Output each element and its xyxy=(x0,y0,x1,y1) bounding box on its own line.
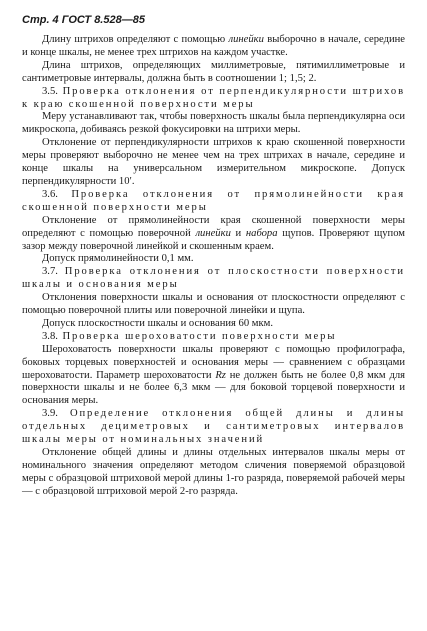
section-number: 3.8. xyxy=(42,330,58,342)
section-number: 3.9. xyxy=(42,408,58,420)
section-3-9-heading xyxy=(22,408,405,447)
text-run: Длину штрихов определяют с помощью xyxy=(42,34,229,45)
section-3-8-heading xyxy=(22,331,405,344)
section-3-5-heading xyxy=(22,86,405,112)
text-run-italic: линейки xyxy=(195,227,231,239)
paragraph-stroke-length xyxy=(22,34,405,60)
text-run: и xyxy=(230,227,246,239)
text-run-italic: набора xyxy=(245,227,278,239)
paragraph-straightness xyxy=(22,215,405,254)
text-run: Шероховатость поверхности шкалы проверяют с помощью профилографа, боковых торцевых поверхностей и основания меры — сравнением с образцами шероховатости. Параметр шероховатости xyxy=(22,343,405,381)
section-3-6-heading xyxy=(22,189,405,215)
section-title: Проверка отклонения от плоскостности поверхности шкалы и основания меры xyxy=(22,266,405,291)
section-3-7-heading xyxy=(22,266,405,292)
section-number: 3.6. xyxy=(42,188,58,200)
text-run: щупов. Проверяют щупом зазор между поверочной линейкой и скошенным краем. xyxy=(22,227,405,252)
text-run: выборочно в начале, середине и конце шкалы, не менее трех штрихов на каждом участке. xyxy=(22,34,405,58)
paragraph-roughness xyxy=(22,344,405,409)
section-title: Проверка отклонения от перпендикулярности штрихов к краю скошенной поверхности меры xyxy=(22,85,405,110)
text-run-italic: линейки xyxy=(228,34,264,45)
text-run-italic: Rz xyxy=(215,369,226,381)
paragraph-length-deviation: Отклонение общей длины и длины отдельных интервалов шкалы меры от номинального значения определяют методом сличения поверяемой образцовой меры с образцовой штриховой мерой длины 1-го разряда, поверяемой рабочей меры — с образцовой штриховой мерой 2-го разряда. xyxy=(22,447,405,497)
text-run: Отклонение от прямолинейности края скошенной поверхности меры определяют с помощью поверочной xyxy=(22,214,405,239)
section-title: Проверка шероховатости поверхности меры xyxy=(62,330,337,342)
section-title: Проверка отклонения от прямолинейности края скошенной поверхности меры xyxy=(22,188,405,213)
section-number: 3.5. xyxy=(42,85,58,97)
page-header: Стр. 4 ГОСТ 8.528—85 xyxy=(22,14,145,26)
section-number: 3.7. xyxy=(42,266,58,278)
paragraph-flatness: Отклонения поверхности шкалы и основания от плоскостности определяют с помощью поверочной плиты или поверочной линейки и щупа. xyxy=(22,292,405,317)
paragraph-stroke-ratio: Длина штрихов, определяющих миллиметровые, пятимиллиметровые и сантиметровые интервалы, должна быть в соотношении 1; 1,5; 2. xyxy=(22,59,405,84)
paragraph-straightness-tolerance: Допуск прямолинейности 0,1 мм. xyxy=(42,253,194,265)
text-run: не должен быть не более 0,8 мкм для поверхности шкалы и не более 6,3 мкм — для боковой торцевой поверхности и основания меры. xyxy=(22,369,405,407)
section-title: Определение отклонения общей длины и длины отдельных дециметровых и сантиметровых интервалов шкалы меры от номинальных значений xyxy=(22,408,405,446)
paragraph-measure-setup: Меру устанавливают так, чтобы поверхность шкалы была перпендикулярна оси микроскопа, добиваясь резкой фокусировки на штрихи меры. xyxy=(22,111,405,136)
paragraph-perpendicularity: Отклонение от перпендикулярности штрихов к краю скошенной поверхности меры проверяют выборочно не менее чем на трех штрихах в начале, середине и конце шкалы на универсальном измерительном микроскопе. Допуск перпендикулярности 10′. xyxy=(22,137,405,187)
paragraph-flatness-tolerance: Допуск плоскостности шкалы и основания 60 мкм. xyxy=(42,317,273,329)
